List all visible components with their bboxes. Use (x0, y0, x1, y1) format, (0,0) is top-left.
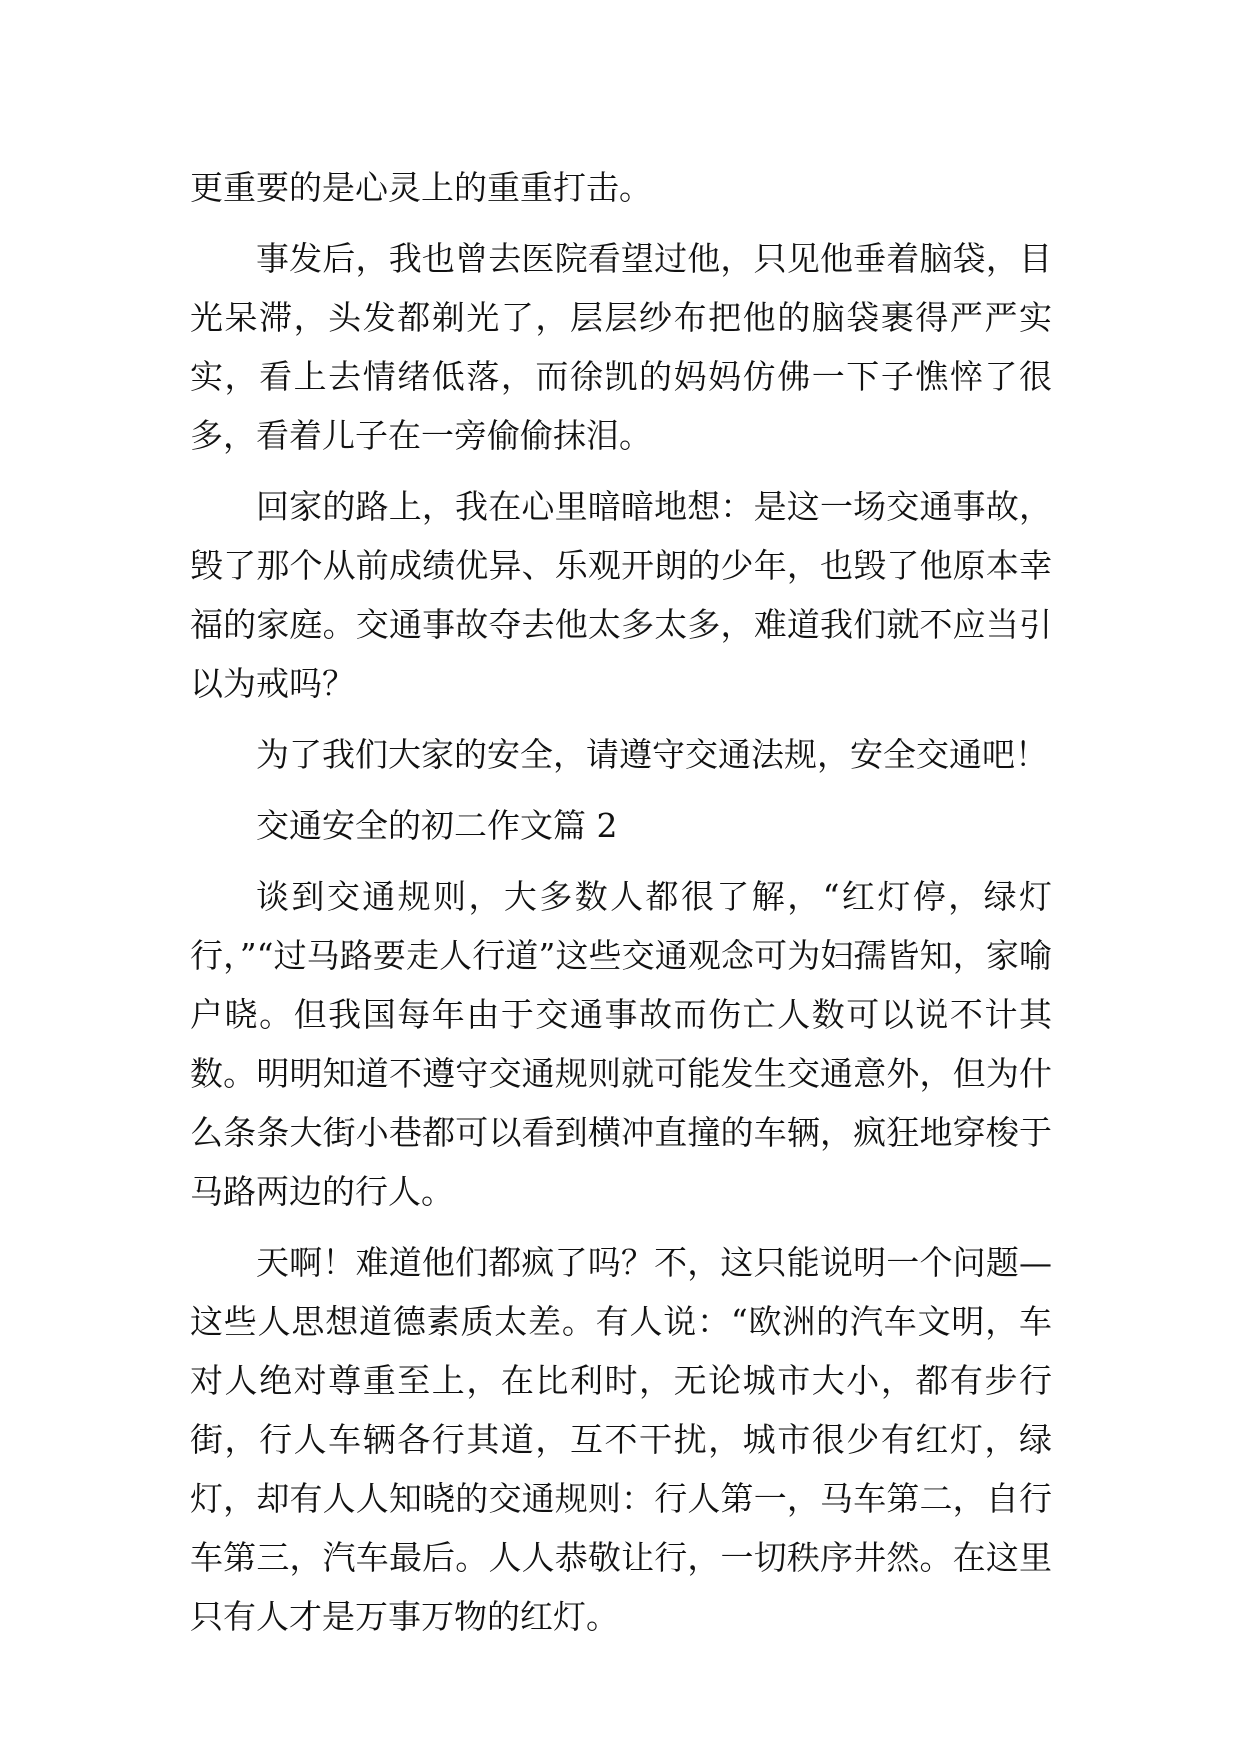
document-body (190, 158, 1052, 1658)
paragraph-1: 更重要的是心灵上的重重打击。 (190, 168, 652, 207)
paragraph-4: 为了我们大家的安全，请遵守交通法规，安全交通吧！ (256, 735, 1048, 774)
section-heading: 交通安全的初二作文篇 2 (256, 806, 618, 845)
paragraph-5: 谈到交通规则，大多数人都很了解，“红灯停，绿灯行，”“过马路要走人行道”这些交通观念可为妇孺皆知，家喻户晓。但我国每年由于交通事故而伤亡人数可以说不计其数。明明知道不遵守交通规则就可能发生交通意外，但为什么条条大街小巷都可以看到横冲直撞的车辆，疯狂地穿梭于马路两边的行人。 (190, 877, 1052, 1211)
paragraph-3: 回家的路上，我在心里暗暗地想：是这一场交通事故，毁了那个从前成绩优异、乐观开朗的少年，也毁了他原本幸福的家庭。交通事故夺去他太多太多，难道我们就不应当引以为戒吗？ (190, 487, 1052, 703)
paragraph-6: 天啊！难道他们都疯了吗？不，这只能说明一个问题—这些人思想道德素质太差。有人说：“欧洲的汽车文明，车对人绝对尊重至上，在比利时，无论城市大小，都有步行街，行人车辆各行其道，互不干扰，城市很少有红灯，绿灯，却有人人知晓的交通规则：行人第一，马车第二，自行车第三，汽车最后。人人恭敬让行，一切秩序井然。在这里只有人才是万事万物的红灯。 (190, 1243, 1052, 1636)
paragraph-2: 事发后，我也曾去医院看望过他，只见他垂着脑袋，目光呆滞，头发都剃光了，层层纱布把他的脑袋裹得严严实实，看上去情绪低落，而徐凯的妈妈仿佛一下子憔悴了很多，看着儿子在一旁偷偷抹泪。 (190, 239, 1052, 455)
